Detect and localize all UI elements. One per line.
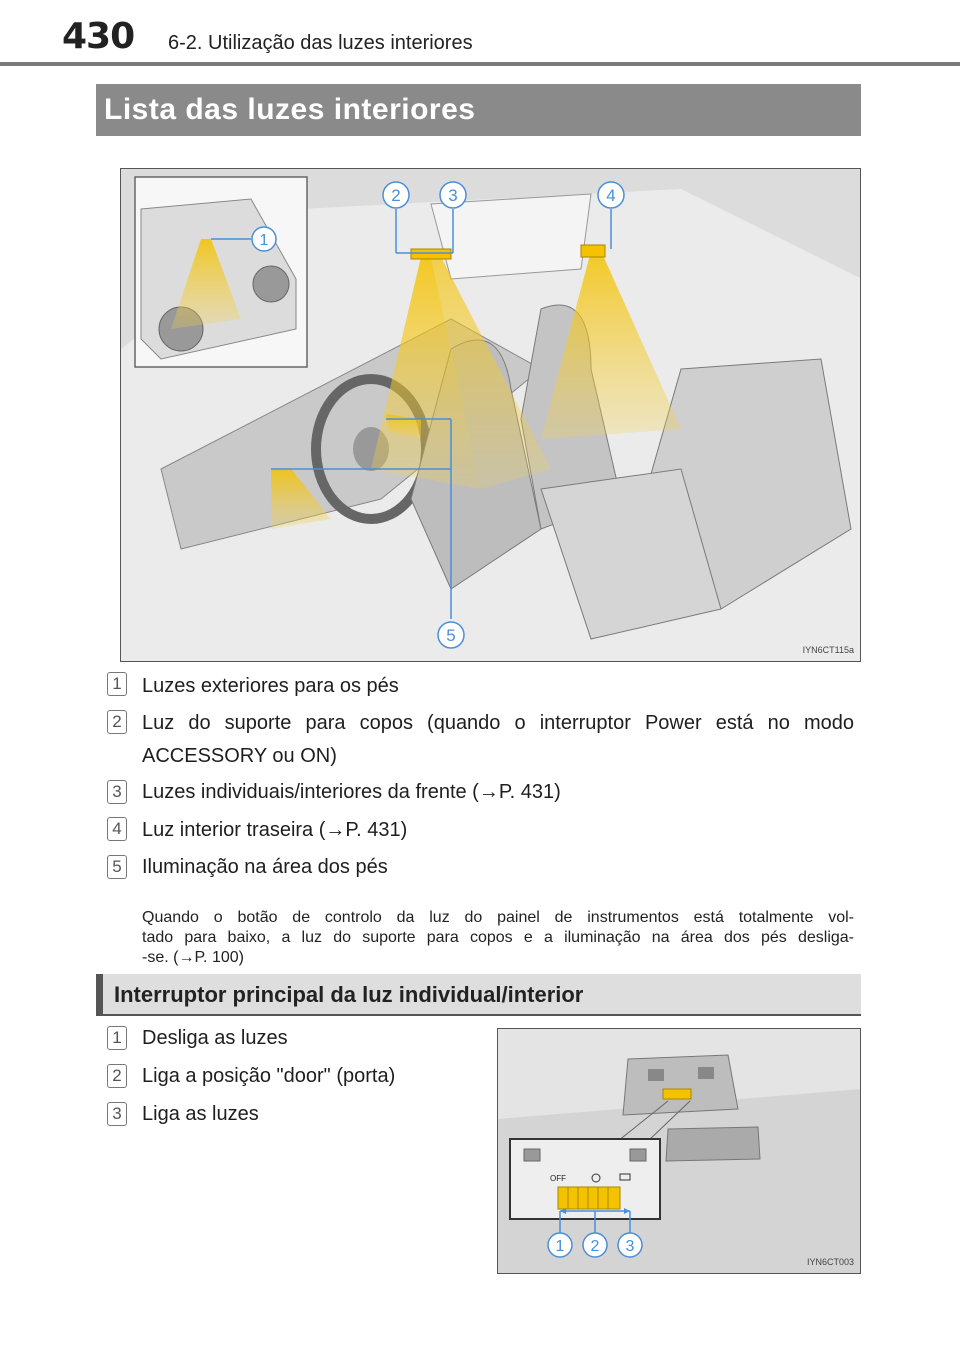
svg-text:3: 3 (625, 1238, 635, 1255)
switch-number-1: 1 (107, 1026, 127, 1050)
list-number-1: 1 (107, 672, 127, 696)
svg-text:3: 3 (448, 186, 458, 205)
switch-item-2: Liga a posição "door" (porta) (142, 1065, 396, 1087)
list-number-2: 2 (107, 710, 127, 734)
note-line-1: Quando o botão de controlo da luz do painel de instrumentos está totalmente vol- (142, 909, 854, 926)
callout-2 (383, 182, 409, 208)
running-head: 6-2. Utilização das luzes interiores (168, 32, 473, 54)
switch-callout-3 (618, 1233, 642, 1257)
list-item-4: Luz interior traseira (→P. 431) (142, 819, 408, 841)
list-item-2-line1: Luz do suporte para copos (quando o interruptor Power está no modo (142, 712, 854, 734)
svg-text:1: 1 (259, 232, 269, 249)
car-interior-illustration (121, 169, 861, 662)
list-number-4: 4 (107, 817, 127, 841)
page-number: 430 (62, 16, 135, 57)
figure-code: IYN6CT115a (802, 645, 854, 655)
switch-callout-1 (548, 1233, 572, 1257)
switch-number-2: 2 (107, 1064, 127, 1088)
list-item-5: Iluminação na área dos pés (142, 856, 388, 878)
svg-text:5: 5 (446, 626, 456, 645)
overhead-switch-illustration (498, 1029, 861, 1274)
list-number-3: 3 (107, 780, 127, 804)
list-item-3: Luzes individuais/interiores da frente (→P. 431) (142, 781, 561, 803)
svg-text:4: 4 (606, 186, 616, 205)
switch-figure-code: IYN6CT003 (806, 1257, 854, 1267)
switch-off-label: OFF (550, 1174, 566, 1183)
switch-callout-2 (583, 1233, 607, 1257)
note-line-3: -se. (→P. 100) (142, 949, 244, 966)
section-title: Lista das luzes interiores (96, 84, 861, 136)
svg-text:1: 1 (555, 1238, 565, 1255)
list-number-5: 5 (107, 855, 127, 879)
header-rule (0, 62, 960, 66)
subsection-title: Interruptor principal da luz individual/interior (114, 982, 584, 1007)
interior-lights-figure (120, 168, 861, 662)
subsection-bar (96, 974, 103, 1016)
switch-number-3: 3 (107, 1102, 127, 1126)
list-item-1: Luzes exteriores para os pés (142, 675, 399, 697)
switch-item-1: Desliga as luzes (142, 1027, 288, 1049)
callout-4 (598, 182, 624, 208)
note-line-2: tado para baixo, a luz do suporte para copos e a iluminação na área dos pés desliga- (142, 929, 854, 946)
subsection-header (96, 974, 861, 1016)
list-item-2-line2: ACCESSORY ou ON) (142, 745, 337, 767)
svg-text:2: 2 (391, 186, 401, 205)
switch-figure (497, 1028, 861, 1274)
callout-5 (438, 622, 464, 648)
note-paragraph (142, 908, 854, 968)
callout-1 (252, 227, 276, 251)
callout-3 (440, 182, 466, 208)
svg-text:2: 2 (590, 1238, 600, 1255)
switch-item-3: Liga as luzes (142, 1103, 259, 1125)
